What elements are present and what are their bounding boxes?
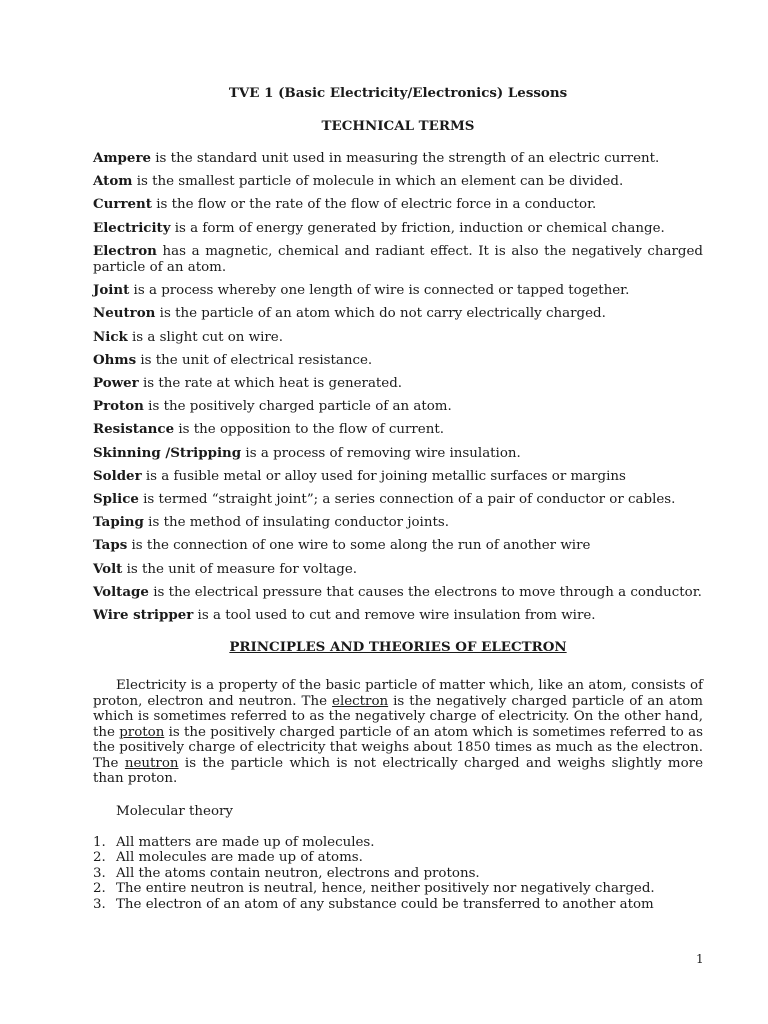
term-definition: is the unit of electrical resistance. [136, 352, 373, 368]
term-definition: is the unit of measure for voltage. [122, 561, 358, 577]
term-definition: has a magnetic, chemical and radiant effect. It is also the negatively charged particle of an atom. [93, 243, 703, 275]
term-definition: is the standard unit used in measuring the strength of an electric current. [151, 151, 660, 166]
term-definition: is termed “straight joint”; a series connection of a pair of conductor or cables. [138, 491, 676, 507]
term-name: Neutron [93, 305, 156, 322]
term-entry [93, 196, 703, 213]
paragraph-text: is the particle which is not electrically charged and weighs slightly more than proton. [93, 755, 703, 787]
term-name: Atom [93, 173, 133, 190]
term-entry [93, 561, 703, 578]
term-name: Skinning /Stripping [93, 444, 242, 461]
term-entry [93, 282, 703, 299]
term-name: Ampere [93, 150, 152, 166]
term-name: Joint [93, 282, 130, 299]
terms-list [93, 150, 703, 624]
term-definition: is a form of energy generated by friction, induction or chemical change. [170, 220, 665, 236]
term-definition: is the particle of an atom which do not carry electrically charged. [155, 306, 606, 322]
term-entry [93, 329, 703, 346]
term-definition: is a process of removing wire insulation. [241, 445, 521, 461]
list-item [93, 866, 703, 882]
term-entry [93, 173, 703, 190]
term-entry [93, 220, 703, 237]
term-definition: is the method of insulating conductor joints. [143, 515, 449, 531]
term-name: Power [93, 375, 139, 391]
term-definition: is the electrical pressure that causes the electrons to move through a conductor. [148, 584, 702, 600]
term-name: Proton [93, 398, 144, 415]
list-text: The electron of an atom of any substance could be transferred to another atom [116, 897, 654, 913]
principles-paragraph [93, 678, 703, 787]
term-definition: is the flow or the rate of the flow of electric force in a conductor. [151, 197, 597, 213]
term-entry [93, 243, 703, 276]
term-entry [93, 150, 703, 167]
term-definition: is the connection of one wire to some along the run of another wire [127, 538, 591, 554]
term-definition: is the rate at which heat is generated. [138, 376, 403, 391]
term-name: Electricity [93, 219, 171, 236]
term-entry [93, 445, 703, 462]
molecular-theory-heading: Molecular theory [116, 803, 233, 819]
term-entry [93, 491, 703, 508]
list-text: The entire neutron is neutral, hence, neither positively nor negatively charged. [116, 881, 655, 897]
term-name: Electron [93, 242, 157, 259]
section-heading-principles: PRINCIPLES AND THEORIES OF ELECTRON [229, 639, 567, 656]
list-text: All matters are made up of molecules. [116, 834, 375, 850]
term-definition: is a process whereby one length of wire is connected or tapped together. [129, 283, 630, 299]
term-name: Wire stripper [93, 607, 194, 624]
page-number: 1 [696, 952, 704, 966]
list-text: All the atoms contain neutron, electrons and protons. [116, 865, 480, 881]
document-page [93, 84, 703, 913]
term-name: Voltage [93, 583, 149, 600]
term-entry [93, 375, 703, 392]
list-item [93, 850, 703, 866]
term-name: Ohms [93, 351, 137, 368]
list-item [93, 897, 703, 913]
term-entry [93, 514, 703, 531]
term-definition: is a tool used to cut and remove wire insulation from wire. [193, 608, 596, 624]
term-definition: is the positively charged particle of an atom. [143, 399, 452, 415]
term-entry [93, 352, 703, 369]
term-entry [93, 421, 703, 438]
list-number: 3. [93, 897, 106, 913]
term-definition: is a fusible metal or alloy used for joining metallic surfaces or margins [141, 468, 626, 484]
term-name: Splice [93, 490, 139, 507]
paragraph-text: is the negatively charged particle of an atom which is sometimes referred to as the negatively charge of electricity. On the other hand, the [93, 693, 703, 740]
term-name: Taping [93, 514, 144, 531]
term-name: Nick [93, 328, 128, 345]
term-entry [93, 584, 703, 601]
term-name: Current [93, 196, 152, 213]
term-entry [93, 607, 703, 624]
term-definition: is a slight cut on wire. [127, 329, 283, 345]
term-definition: is the smallest particle of molecule in which an element can be divided. [132, 174, 624, 190]
term-name: Resistance [93, 421, 175, 438]
term-entry [93, 468, 703, 485]
paragraph-text: is the positively charged particle of an atom which is sometimes referred to as the positively charge of electricity that weighs about 1850 times as much as the electron. The [93, 724, 704, 771]
term-definition: is the opposition to the flow of current. [174, 422, 444, 438]
list-text: All molecules are made up of atoms. [116, 850, 363, 866]
document-title: TVE 1 (Basic Electricity/Electronics) Lessons [228, 85, 568, 101]
term-name: Taps [93, 537, 128, 554]
section-title-technical-terms: TECHNICAL TERMS [321, 118, 475, 134]
term-entry [93, 537, 703, 554]
underlined-term-neutron: neutron [124, 755, 179, 771]
paragraph-text: Electricity is a property of the basic particle of matter which, like an atom, consists of proton, electron and neutron. The [93, 678, 703, 709]
list-number: 1. [93, 834, 106, 850]
list-number: 2. [93, 850, 106, 866]
list-number: 2. [93, 881, 106, 897]
term-entry [93, 305, 703, 322]
term-entry [93, 398, 703, 415]
term-name: Solder [93, 467, 142, 484]
list-item [93, 835, 703, 851]
theory-list [93, 835, 703, 913]
term-name: Volt [93, 560, 123, 577]
list-item [93, 881, 703, 897]
list-number: 3. [93, 865, 106, 881]
underlined-term-electron: electron [332, 693, 389, 709]
underlined-term-proton: proton [119, 724, 165, 740]
